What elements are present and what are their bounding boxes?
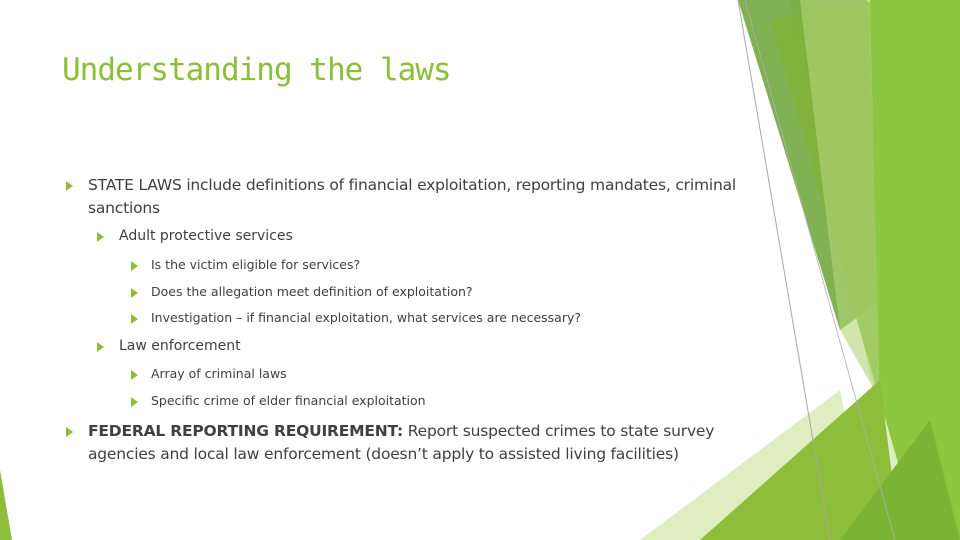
bullet-federal (88, 420, 738, 466)
bullet-arrow-icon (131, 261, 138, 271)
bullet-aps-item: Is the victim eligible for services? (151, 257, 361, 272)
bullet-arrow-icon (131, 370, 138, 380)
federal-label: FEDERAL REPORTING REQUIREMENT: (88, 422, 404, 440)
bullet-law-item: Array of criminal laws (151, 366, 287, 381)
bullet-aps-item: Investigation – if financial exploitation, what services are necessary? (151, 310, 582, 325)
slide-title: Understanding the laws (62, 52, 451, 88)
bullet-state-laws: STATE LAWS include definitions of financial exploitation, reporting mandates, criminal sanctions (88, 176, 736, 217)
bullet-arrow-icon (131, 397, 138, 407)
federal-text: Report suspected crimes to state survey agencies and local law enforcement (doesn’t apply to assisted living facilities) (88, 422, 715, 463)
bullet-arrow-icon (97, 342, 104, 352)
bullet-aps: Adult protective services (119, 228, 293, 244)
bullet-arrow-icon (131, 288, 138, 298)
bullet-law-enforcement: Law enforcement (119, 338, 241, 354)
bullet-arrow-icon (66, 427, 73, 437)
bullet-arrow-icon (66, 181, 73, 191)
bullet-arrow-icon (131, 314, 138, 324)
bullet-law-item: Specific crime of elder financial exploitation (151, 393, 426, 408)
bullet-aps-item: Does the allegation meet definition of exploitation? (151, 284, 473, 299)
bullet-arrow-icon (97, 232, 104, 242)
